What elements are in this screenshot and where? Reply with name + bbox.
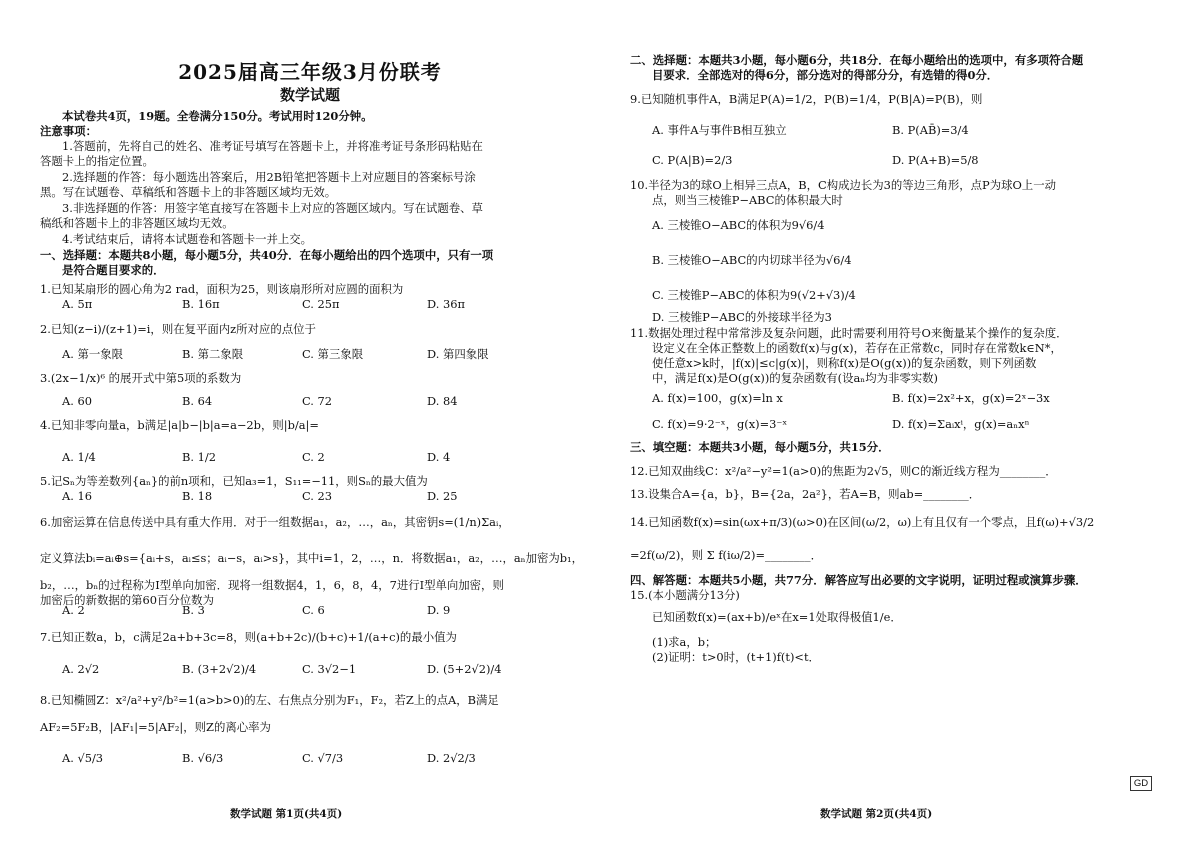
option-item: A. 第一象限: [62, 347, 124, 361]
option-item: C. 3√2−1: [302, 662, 357, 676]
text-line: 是符合题目要求的．: [62, 263, 165, 277]
option-item: D. P(A+B)=5/8: [892, 153, 979, 167]
text-line: D. 三棱锥P−ABC的外接球半径为3: [652, 310, 832, 324]
option-item: B. f(x)=2x²+x，g(x)=2ˣ−3x: [892, 391, 1050, 405]
option-item: B. (3+2√2)/4: [182, 662, 257, 676]
option-item: C. 2: [302, 450, 325, 464]
option-item: A. √5/3: [62, 751, 104, 765]
text-line: C. 三棱锥P−ABC的体积为9(√2+√3)/4: [652, 288, 856, 302]
text-line: 11.数据处理过程中常常涉及复杂问题，此时需要利用符号O来衡量某个操作的复杂度．: [630, 326, 1068, 340]
text-line: 15.(本小题满分13分): [630, 588, 740, 602]
option-item: D. 36π: [427, 297, 465, 311]
option-item: C. 25π: [302, 297, 340, 311]
text-line: 一、选择题：本题共8小题，每小题5分，共40分．在每小题给出的四个选项中，只有一项: [40, 248, 494, 262]
page-2-footer: 数学试题 第2页(共4页): [820, 808, 933, 820]
text-line: 4.已知非零向量a，b满足|a|b−|b|a=a−2b，则|b/a|=: [40, 418, 319, 432]
text-line: 3.非选择题的作答：用签字笔直接写在答题卡上对应的答题区域内。写在试题卷、草: [62, 201, 483, 215]
text-line: 1.已知某扇形的圆心角为2 rad，面积为25，则该扇形所对应圆的面积为: [40, 282, 404, 296]
text-line: 10.半径为3的球O上相异三点A，B，C构成边长为3的等边三角形，点P为球O上一动: [630, 178, 1056, 192]
option-item: B. 16π: [182, 297, 220, 311]
text-line: 二、选择题：本题共3小题，每小题6分，共18分．在每小题给出的选项中，有多项符合题: [630, 53, 1084, 67]
text-line: =2f(ω/2)，则 Σ f(iω/2)=________．: [630, 548, 822, 562]
option-item: A. 事件A与事件B相互独立: [652, 123, 787, 137]
text-line: 12.已知双曲线C：x²/a²−y²=1(a>0)的焦距为2√5，则C的渐近线方程为________．: [630, 464, 1057, 478]
option-item: A. 16: [62, 489, 92, 503]
option-item: D. (5+2√2)/4: [427, 662, 502, 676]
option-item: C. 23: [302, 489, 333, 503]
text-line: 7.已知正数a，b，c满足2a+b+3c=8，则(a+b+2c)/(b+c)+1/(a+c)的最小值为: [40, 630, 457, 644]
option-item: D. 25: [427, 489, 458, 503]
text-line: 点，则当三棱锥P−ABC的体积最大时: [652, 193, 843, 207]
text-line: 已知函数f(x)=(ax+b)/eˣ在x=1处取得极值1/e．: [652, 610, 902, 624]
text-line: 3.(2x−1/x)⁶ 的展开式中第5项的系数为: [40, 371, 242, 385]
text-line: 黑。写在试题卷、草稿纸和答题卡上的非答题区域均无效。: [40, 185, 337, 199]
text-line: 13.设集合A={a，b}，B={2a，2a²}，若A=B，则ab=________．: [630, 487, 981, 501]
text-line: 设定义在全体正整数上的函数f(x)与g(x)，若存在正常数c，同时存在常数k∈N*，: [652, 341, 1062, 355]
text-line: (1)求a，b；: [652, 635, 717, 649]
option-item: A. 2: [62, 603, 85, 617]
text-line: 稿纸和答题卡上的非答题区域均无效。: [40, 216, 234, 230]
option-item: B. 第二象限: [182, 347, 244, 361]
text-line: 注意事项：: [40, 124, 97, 138]
text-line: 定义算法bᵢ=aᵢ⊕s={aᵢ+s，aᵢ≤s；aᵢ−s，aᵢ>s}，其中i=1，2，…，n．将数据a₁，a₂，…，aₙ加密为b₁，: [40, 551, 583, 565]
option-item: D. 第四象限: [427, 347, 489, 361]
text-line: 14.已知函数f(x)=sin(ωx+π/3)(ω>0)在区间(ω/2，ω)上有且仅有一个零点，且f(ω)+√3/2: [630, 515, 1095, 529]
text-line: 8.已知椭圆Z：x²/a²+y²/b²=1(a>b>0)的左、右焦点分别为F₁，F₂，若Z上的点A，B满足: [40, 693, 499, 707]
text-line: 答题卡上的指定位置。: [40, 154, 154, 168]
gd-badge: GD: [1130, 776, 1152, 791]
option-item: C. P(A|B)=2/3: [652, 153, 733, 167]
text-line: 1.答题前，先将自己的姓名、准考证号填写在答题卡上，并将准考证号条形码粘贴在: [62, 139, 483, 153]
page-2: [630, 0, 1165, 848]
option-item: A. 60: [62, 394, 92, 408]
text-line: 本试卷共4页，19题。全卷满分150分。考试用时120分钟。: [62, 109, 373, 123]
option-item: C. f(x)=9·2⁻ˣ，g(x)=3⁻ˣ: [652, 417, 788, 431]
option-item: C. 第三象限: [302, 347, 364, 361]
text-line: A. 三棱锥O−ABC的体积为9√6/4: [652, 218, 825, 232]
text-line: (2)证明：t>0时，(t+1)f(t)<t．: [652, 650, 820, 664]
option-item: A. 5π: [62, 297, 93, 311]
text-line: 三、填空题：本题共3小题，每小题5分，共15分．: [630, 440, 890, 454]
text-line: b₂，…，bₙ的过程称为I型单向加密．现将一组数据4，1，6，8，4，7进行I型单向加密，则: [40, 578, 504, 592]
page-1-footer: 数学试题 第1页(共4页): [230, 808, 343, 820]
page-1: [40, 0, 583, 848]
option-item: D. 84: [427, 394, 458, 408]
option-item: A. 1/4: [62, 450, 96, 464]
text-line: 2.选择题的作答：每小题选出答案后，用2B铅笔把答题卡上对应题目的答案标号涂: [62, 170, 476, 184]
option-item: B. P(AB̄)=3/4: [892, 123, 969, 137]
text-line: 中，满足f(x)是O(g(x))的复杂函数有(设aₙ均为非零实数): [652, 371, 938, 385]
text-line: B. 三棱锥O−ABC的内切球半径为√6/4: [652, 253, 852, 267]
exam-title: 2025届高三年级3月份联考: [178, 60, 442, 84]
option-item: B. 18: [182, 489, 213, 503]
option-item: A. 2√2: [62, 662, 100, 676]
text-line: 5.记Sₙ为等差数列{aₙ}的前n项和，已知a₃=1，S₁₁=−11，则Sₙ的最大值为: [40, 474, 428, 488]
text-line: 使任意x>k时，|f(x)|≤c|g(x)|，则称f(x)是O(g(x))的复杂函数，则下列函数: [652, 356, 1037, 370]
option-item: B. √6/3: [182, 751, 224, 765]
option-item: D. 9: [427, 603, 451, 617]
option-item: D. 4: [427, 450, 451, 464]
text-line: AF₂=5F₂B，|AF₁|=5|AF₂|，则Z的离心率为: [40, 720, 271, 734]
option-item: B. 3: [182, 603, 205, 617]
exam-subject: 数学试题: [279, 86, 340, 104]
text-line: 4.考试结束后，请将本试题卷和答题卡一并上交。: [62, 232, 313, 246]
option-item: C. 72: [302, 394, 333, 408]
option-item: B. 64: [182, 394, 213, 408]
text-line: 6.加密运算在信息传送中具有重大作用．对于一组数据a₁，a₂，…，aₙ，其密钥s=(1/n)Σaᵢ，: [40, 515, 510, 529]
option-item: B. 1/2: [182, 450, 216, 464]
text-line: 目要求．全部选对的得6分，部分选对的得部分分，有选错的得0分．: [652, 68, 999, 82]
text-line: 2.已知(z−i)/(z+1)=i，则在复平面内z所对应的点位于: [40, 322, 316, 336]
text-line: 9.已知随机事件A，B满足P(A)=1/2，P(B)=1/4，P(B|A)=P(B)，则: [630, 92, 983, 106]
text-line: 四、解答题：本题共5小题，共77分．解答应写出必要的文字说明，证明过程或演算步骤．: [630, 573, 1087, 587]
option-item: D. f(x)=Σaᵢxⁱ，g(x)=aₙxⁿ: [892, 417, 1030, 431]
option-item: D. 2√2/3: [427, 751, 476, 765]
option-item: A. f(x)=100，g(x)=ln x: [652, 391, 783, 405]
option-item: C. 6: [302, 603, 325, 617]
option-item: C. √7/3: [302, 751, 344, 765]
text-line: 加密后的新数据的第60百分位数为: [40, 593, 214, 607]
